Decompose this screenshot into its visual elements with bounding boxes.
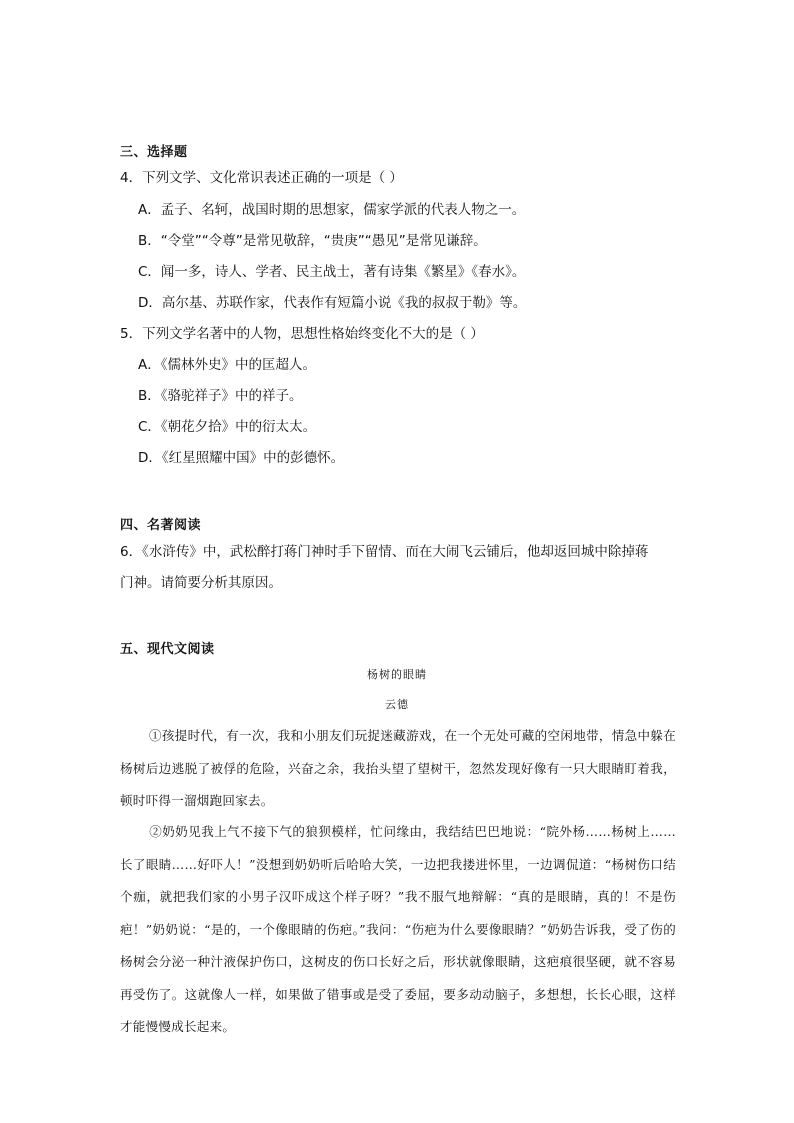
article-title: 杨树的眼睛: [367, 668, 427, 681]
section-4-title: 四、名著阅读: [120, 518, 202, 533]
question-4-stem: 4．下列文学、文化常识表述正确的一项是（ ）: [120, 170, 403, 186]
article-paragraph-1-text: ①孩提时代，有一次，我和小朋友们玩捉迷藏游戏，在一个无处可藏的空闲地带，情急中躲在杨树后边逃脱了被俘的危险，兴奋之余，我抬头望了望树干，忽然发现好像有一只大眼睛盯着我，顿时吓得一溜烟跑回家去。: [120, 728, 676, 808]
section-3-title: 三、选择题: [120, 145, 188, 160]
question-5-option-d: D．《红星照耀中国》中的彭德怀。: [138, 450, 345, 466]
article-paragraph-2-text: ②奶奶见我上气不接下气的狼狈模样，忙问缘由，我结结巴巴地说：“院外杨……杨树上……长了眼睛……好吓人！”没想到奶奶听后哈哈大笑，一边把我搂进怀里，一边调侃道：“杨树伤口结个痂，就把我们家的小男子汉吓成这个样子呀？”我不服气地辩解：“真的是眼睛，真的！不是伤疤！”奶奶说：“是的，一个像眼睛的伤疤。”我问：“伤疤为什么要像眼睛？”奶奶告诉我，受了伤的杨树会分泌一种汁液保护伤口，这树皮的伤口长好之后，形状就像眼睛，这疤痕很坚硬，就不容易再受伤了。这就像人一样，如果做了错事或是受了委屈，要多动动脑子，多想想，长长心眼，这样才能慢慢成长起来。: [120, 824, 676, 1034]
question-6-line-1: 6．《水浒传》中，武松醉打蒋门神时手下留情、而在大闹飞云铺后，他却返回城中除掉蒋: [120, 544, 649, 560]
question-6-line-2: 门神。请简要分析其原因。: [120, 575, 282, 591]
question-4-option-b: B．“令堂”“令尊”是常见敬辞，“贵庚”“愚见”是常见谦辞。: [138, 233, 487, 249]
question-5-stem: 5．下列文学名著中的人物，思想性格始终变化不大的是（ ）: [120, 326, 484, 342]
question-5-option-a: A．《儒林外史》中的匡超人。: [138, 357, 316, 373]
question-4-option-a: A．孟子、名轲，战国时期的思想家，儒家学派的代表人物之一。: [138, 202, 526, 218]
article-paragraph-2: [120, 816, 676, 1044]
question-4-option-c: C．闻一多，诗人、学者、民主战士，著有诗集《繁星》《春水》。: [138, 264, 526, 280]
question-5-option-b: B．《骆驼祥子》中的祥子。: [138, 388, 303, 404]
question-5-option-c: C．《朝花夕拾》中的衍太太。: [138, 419, 317, 435]
article-paragraph-1: [120, 720, 676, 818]
article-author: 云德: [385, 698, 409, 711]
question-4-option-d: D．高尔基、苏联作家，代表作有短篇小说《我的叔叔于勒》等。: [138, 295, 527, 311]
section-5-title: 五、现代文阅读: [120, 642, 215, 657]
